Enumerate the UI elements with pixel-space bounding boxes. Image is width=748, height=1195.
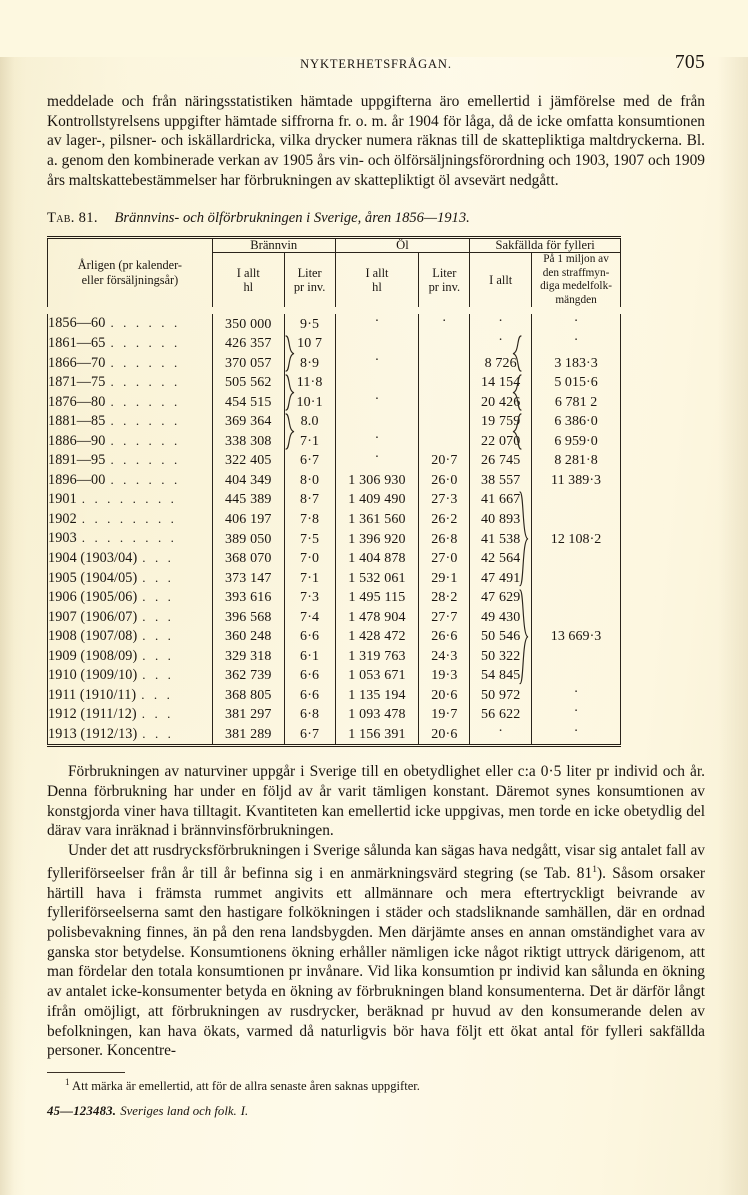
- cell-ol-allt: 1 409 490: [335, 490, 419, 510]
- row-year: 1876—80 . . . . . .: [48, 392, 213, 412]
- cell-ol-liter: [419, 334, 470, 354]
- table-row: [48, 412, 621, 432]
- row-year: 1912 (1911/12) . . .: [48, 705, 213, 725]
- p3-part2: ). Såsom orsaker härtill hava i främsta rummet angivits ett allmännare och mera eftertryckligt beivrande av fylleriförseelserna samt den hastigare folkökningen i städer och stadsliknande samhällen, där en ordnad polisbevakning finnes, än på den rena landsbygden. Men därjämte anses en annan omständighet vara av ganska stor betydelse. Konsumtionens ökning erhåller nämligen icke något riktigt uttryck därigenom, att man fördelar den totala konsumtionen pr invånare. Vid lika konsumtion pr individ kan sålunda en ökning av antalet icke-konsumenter betyda en ökning av förbrukningen bland konsumenterna. Det är därför långt ifrån omöjligt, att förbrukningen av rusdrycker, beräknad pr huvud av den konsumerande delen av befolkningen, kan hava ökats, varmed då naturligvis bör hava följt ett ökat antal för fylleri sakfällda personer. Koncentre-: [47, 864, 705, 1060]
- cell-ol-liter: 26·8: [419, 529, 470, 549]
- cell-ol-liter: 20·6: [419, 725, 470, 745]
- document-page: [0, 52, 748, 1195]
- cell-sakfallda-per-million: 5 015·6: [532, 373, 621, 393]
- cell-brannvin-liter: 7·4: [284, 608, 335, 628]
- cell-sakfallda-per-million: [532, 568, 621, 588]
- cell-brannvin-allt: 426 357: [212, 334, 284, 354]
- subheader-sakfallda-per-million: På 1 miljon av den straffmyn- diga medelfolk- mängden: [532, 253, 621, 308]
- row-year: 1906 (1905/06) . . .: [48, 588, 213, 608]
- cell-brannvin-allt: 445 389: [212, 490, 284, 510]
- cell-sakfallda-per-million: [532, 647, 621, 667]
- table-row: [48, 529, 621, 549]
- table-body: [48, 314, 621, 744]
- row-year: 1896—00 . . . . . .: [48, 471, 213, 491]
- cell-ol-allt: 1 361 560: [335, 510, 419, 530]
- cell-ol-allt: 1 319 763: [335, 647, 419, 667]
- stub-header: [48, 239, 213, 308]
- paragraph-intro: meddelade och från näringsstatistiken hämtade uppgifterna äro emellertid i jämförelse med de från Kontrollstyrelsens uppgifter hämtade siffrorna fr. o. m. år 1904 för låga, då de icke omfatta konsumtionen av lager-, pilsner- och iskällardricka, vilka drycker numera räknas till de skattepliktiga maltdryckerna. Bl. a. genom den kombinerade verkan av 1905 års vin- och ölförsäljningsförordning och 1903, 1907 och 1909 års maltskattebestämmelser har förbrukningen av skattepliktigt öl avsevärt nedgått.: [47, 93, 705, 189]
- cell-brannvin-allt: 350 000: [212, 314, 284, 334]
- running-head-title: NYKTERHETSFRÅGAN.: [300, 57, 452, 71]
- row-year: 1856—60 . . . . . .: [48, 314, 213, 334]
- cell-ol-liter: 26·0: [419, 471, 470, 491]
- table-row: [48, 608, 621, 628]
- cell-ol-liter: 28·2: [419, 588, 470, 608]
- table-row: [48, 490, 621, 510]
- subheader-sakfallda-allt: I allt: [470, 253, 532, 308]
- cell-sakfallda-per-million: 6 959·0: [532, 432, 621, 452]
- cell-brannvin-allt: 404 349: [212, 471, 284, 491]
- table-row: [48, 392, 621, 412]
- cell-sakfallda-per-million: ·: [532, 705, 621, 725]
- row-year: 1911 (1910/11) . . .: [48, 686, 213, 706]
- cell-ol-allt: ·: [335, 432, 419, 452]
- cell-brannvin-allt: 362 739: [212, 666, 284, 686]
- cell-ol-liter: [419, 432, 470, 452]
- table-header-gap: [48, 307, 621, 314]
- group-header-brannvin: Brännvin: [212, 239, 335, 253]
- cell-brannvin-liter: 6·6: [284, 686, 335, 706]
- cell-brannvin-allt: 370 057: [212, 353, 284, 373]
- table-row: [48, 510, 621, 530]
- cell-ol-liter: [419, 353, 470, 373]
- cell-ol-allt: 1 156 391: [335, 725, 419, 745]
- cell-brannvin-allt: 389 050: [212, 529, 284, 549]
- cell-brannvin-allt: 368 805: [212, 686, 284, 706]
- cell-ol-liter: 26·6: [419, 627, 470, 647]
- row-year: 1905 (1904/05) . . .: [48, 568, 213, 588]
- row-year: 1909 (1908/09) . . .: [48, 647, 213, 667]
- cell-brannvin-liter: 6·7: [284, 451, 335, 471]
- cell-sakfallda-per-million: 6 386·0: [532, 412, 621, 432]
- cell-ol-liter: [419, 392, 470, 412]
- cell-sakfallda-allt: 19 759: [470, 412, 532, 432]
- table-row: [48, 549, 621, 569]
- table-header: [48, 239, 621, 315]
- table-row: [48, 588, 621, 608]
- cell-sakfallda-per-million: ·: [532, 334, 621, 354]
- cell-brannvin-liter: 8·0: [284, 471, 335, 491]
- footnote-text: Att märka är emellertid, att för de allra senaste åren saknas uppgifter.: [72, 1079, 420, 1094]
- colophon-volume: I.: [240, 1103, 249, 1118]
- table-row: [48, 451, 621, 471]
- cell-ol-allt: 1 532 061: [335, 568, 419, 588]
- colophon-title: Sveriges land och folk.: [120, 1103, 237, 1118]
- paragraph-naturviner: Förbrukningen av naturviner uppgår i Sverige till en obetydlighet eller c:a 0·5 liter pr individ och år. Denna förbrukning har under en följd av år varit tämligen konstant. Däremot synes konsumtionen av konstgjorda viner hava tilltagit. Kvantiteten kan emellertid icke uppgivas, men torde en icke obetydlig del därav vara inräknad i brännvinsförbrukningen.: [47, 763, 705, 840]
- subheader-ol-liter: Liter pr inv.: [419, 253, 470, 308]
- cell-ol-allt: 1 428 472: [335, 627, 419, 647]
- cell-ol-allt: ·: [335, 353, 419, 373]
- cell-brannvin-liter: 10 7: [284, 334, 335, 354]
- table-row: [48, 725, 621, 745]
- cell-sakfallda-allt: 26 745: [470, 451, 532, 471]
- table-label: Tab. 81.: [47, 209, 98, 226]
- cell-brannvin-liter: 7·1: [284, 568, 335, 588]
- paragraph-rusdrycksforbrukningen: [47, 841, 705, 1061]
- row-year: 1904 (1903/04) . . .: [48, 549, 213, 569]
- row-year: 1866—70 . . . . . .: [48, 353, 213, 373]
- table-row: [48, 471, 621, 491]
- row-year: 1871—75 . . . . . .: [48, 373, 213, 393]
- cell-sakfallda-per-million: 6 781 2: [532, 392, 621, 412]
- cell-sakfallda-allt: 20 426: [470, 392, 532, 412]
- cell-sakfallda-allt: ·: [470, 314, 532, 334]
- cell-ol-allt: [335, 412, 419, 432]
- cell-brannvin-allt: 381 297: [212, 705, 284, 725]
- row-year: 1891—95 . . . . . .: [48, 451, 213, 471]
- cell-sakfallda-per-million: [532, 608, 621, 628]
- table-row: [48, 666, 621, 686]
- cell-ol-allt: 1 093 478: [335, 705, 419, 725]
- row-year: 1881—85 . . . . . .: [48, 412, 213, 432]
- statistics-table-wrapper: [47, 236, 621, 748]
- p3-part1: Under det att rusdrycksförbrukningen i Sverige sålunda kan sägas hava nedgått, visar sig antalet fall av fylleriförseelser från år till år befinna sig i en anmärkningsvärd stegring (se Tab. 81: [47, 842, 705, 882]
- cell-ol-allt: 1 404 878: [335, 549, 419, 569]
- cell-sakfallda-per-million: 8 281·8: [532, 451, 621, 471]
- cell-sakfallda-allt: 50 546: [470, 627, 532, 647]
- cell-sakfallda-allt: 47 491: [470, 568, 532, 588]
- subheader-brannvin-liter: Liter pr inv.: [284, 253, 335, 308]
- cell-sakfallda-allt: 47 629: [470, 588, 532, 608]
- cell-ol-allt: [335, 334, 419, 354]
- cell-brannvin-liter: 6·8: [284, 705, 335, 725]
- cell-brannvin-liter: 7·1: [284, 432, 335, 452]
- cell-ol-liter: 24·3: [419, 647, 470, 667]
- cell-ol-allt: ·: [335, 314, 419, 334]
- cell-sakfallda-per-million: 11 389·3: [532, 471, 621, 491]
- cell-ol-liter: [419, 373, 470, 393]
- cell-brannvin-liter: 8·9: [284, 353, 335, 373]
- cell-brannvin-allt: 406 197: [212, 510, 284, 530]
- stub-header-line2: eller försäljningsår): [81, 272, 179, 287]
- row-year: 1903 . . . . . . . .: [48, 529, 213, 549]
- cell-ol-allt: 1 478 904: [335, 608, 419, 628]
- subheader-ol-allt: I allt hl: [335, 253, 419, 308]
- cell-ol-liter: 27·0: [419, 549, 470, 569]
- cell-sakfallda-allt: 8 726: [470, 353, 532, 373]
- table-row: [48, 432, 621, 452]
- cell-ol-allt: 1 135 194: [335, 686, 419, 706]
- cell-sakfallda-allt: 50 322: [470, 647, 532, 667]
- group-header-ol: Öl: [335, 239, 470, 253]
- cell-brannvin-liter: 10·1: [284, 392, 335, 412]
- colophon: [47, 1104, 705, 1119]
- cell-sakfallda-allt: 41 538: [470, 529, 532, 549]
- table-bottom-rule: [47, 744, 621, 747]
- cell-ol-allt: 1 306 930: [335, 471, 419, 491]
- cell-brannvin-liter: 7·8: [284, 510, 335, 530]
- table-title: Brännvins- och ölförbrukningen i Sverige, åren 1856—1913.: [114, 209, 470, 226]
- cell-sakfallda-allt: 14 154: [470, 373, 532, 393]
- cell-sakfallda-per-million: [532, 666, 621, 686]
- cell-ol-liter: 19·7: [419, 705, 470, 725]
- cell-sakfallda-allt: 42 564: [470, 549, 532, 569]
- cell-brannvin-allt: 322 405: [212, 451, 284, 471]
- cell-ol-liter: 20·6: [419, 686, 470, 706]
- cell-ol-allt: ·: [335, 392, 419, 412]
- cell-brannvin-allt: 329 318: [212, 647, 284, 667]
- cell-brannvin-liter: 9·5: [284, 314, 335, 334]
- table-caption: [47, 210, 705, 227]
- cell-sakfallda-per-million: [532, 588, 621, 608]
- table-row: [48, 627, 621, 647]
- cell-ol-liter: [419, 412, 470, 432]
- cell-brannvin-allt: 505 562: [212, 373, 284, 393]
- cell-ol-liter: 27·3: [419, 490, 470, 510]
- cell-sakfallda-allt: 54 845: [470, 666, 532, 686]
- statistics-table: [47, 239, 621, 745]
- cell-brannvin-allt: 338 308: [212, 432, 284, 452]
- row-year: 1913 (1912/13) . . .: [48, 725, 213, 745]
- cell-sakfallda-allt: 56 622: [470, 705, 532, 725]
- cell-brannvin-liter: 6·6: [284, 627, 335, 647]
- cell-brannvin-allt: 381 289: [212, 725, 284, 745]
- cell-sakfallda-allt: 22 070: [470, 432, 532, 452]
- page-number: 705: [674, 52, 705, 73]
- cell-sakfallda-per-million: [532, 510, 621, 530]
- running-head: [47, 52, 705, 81]
- row-year: 1907 (1906/07) . . .: [48, 608, 213, 628]
- cell-sakfallda-per-million: ·: [532, 686, 621, 706]
- footnote-rule: [47, 1072, 125, 1073]
- cell-brannvin-liter: 8.0: [284, 412, 335, 432]
- cell-sakfallda-allt: 38 557: [470, 471, 532, 491]
- table-row: [48, 353, 621, 373]
- cell-brannvin-liter: 7·3: [284, 588, 335, 608]
- stub-header-line1: Årligen (pr kalender-: [77, 257, 183, 272]
- row-year: 1901 . . . . . . . .: [48, 490, 213, 510]
- table-row: [48, 334, 621, 354]
- row-year: 1910 (1909/10) . . .: [48, 666, 213, 686]
- cell-brannvin-allt: 396 568: [212, 608, 284, 628]
- group-header-sakfallda: Sakfällda för fylleri: [470, 239, 621, 253]
- cell-sakfallda-per-million: ·: [532, 314, 621, 334]
- cell-sakfallda-per-million: [532, 549, 621, 569]
- row-year: 1908 (1907/08) . . .: [48, 627, 213, 647]
- cell-sakfallda-per-million: 13 669·3: [532, 627, 621, 647]
- cell-sakfallda-allt: 40 893: [470, 510, 532, 530]
- cell-brannvin-allt: 454 515: [212, 392, 284, 412]
- cell-sakfallda-allt: 50 972: [470, 686, 532, 706]
- cell-sakfallda-allt: ·: [470, 334, 532, 354]
- table-row: [48, 314, 621, 334]
- cell-ol-liter: 20·7: [419, 451, 470, 471]
- cell-sakfallda-per-million: 12 108·2: [532, 529, 621, 549]
- cell-ol-liter: ·: [419, 314, 470, 334]
- cell-ol-liter: 26·2: [419, 510, 470, 530]
- table-row: [48, 647, 621, 667]
- footnote-marker: 1: [65, 1077, 70, 1087]
- cell-sakfallda-allt: 41 667: [470, 490, 532, 510]
- cell-brannvin-liter: 6·1: [284, 647, 335, 667]
- cell-ol-allt: 1 396 920: [335, 529, 419, 549]
- row-year: 1886—90 . . . . . .: [48, 432, 213, 452]
- cell-brannvin-liter: 11·8: [284, 373, 335, 393]
- table-row: [48, 686, 621, 706]
- cell-ol-allt: 1 053 671: [335, 666, 419, 686]
- row-year: 1902 . . . . . . . .: [48, 510, 213, 530]
- cell-sakfallda-per-million: ·: [532, 725, 621, 745]
- cell-ol-allt: [335, 373, 419, 393]
- cell-ol-liter: 29·1: [419, 568, 470, 588]
- cell-ol-allt: 1 495 115: [335, 588, 419, 608]
- cell-brannvin-liter: 6·7: [284, 725, 335, 745]
- row-year: 1861—65 . . . . . .: [48, 334, 213, 354]
- table-row: [48, 373, 621, 393]
- cell-brannvin-liter: 8·7: [284, 490, 335, 510]
- footnote-reference: 1: [592, 864, 597, 875]
- cell-brannvin-allt: 369 364: [212, 412, 284, 432]
- cell-sakfallda-per-million: 3 183·3: [532, 353, 621, 373]
- footnote: [47, 1077, 705, 1095]
- colophon-signature: 45—123483.: [47, 1103, 117, 1118]
- cell-brannvin-liter: 7·0: [284, 549, 335, 569]
- cell-ol-liter: 27·7: [419, 608, 470, 628]
- cell-brannvin-liter: 7·5: [284, 529, 335, 549]
- cell-ol-liter: 19·3: [419, 666, 470, 686]
- cell-sakfallda-allt: 49 430: [470, 608, 532, 628]
- cell-sakfallda-allt: ·: [470, 725, 532, 745]
- cell-brannvin-allt: 368 070: [212, 549, 284, 569]
- table-row: [48, 705, 621, 725]
- cell-brannvin-allt: 373 147: [212, 568, 284, 588]
- cell-brannvin-allt: 393 616: [212, 588, 284, 608]
- subheader-brannvin-allt: I allt hl: [212, 253, 284, 308]
- cell-brannvin-liter: 6·6: [284, 666, 335, 686]
- table-row: [48, 568, 621, 588]
- cell-ol-allt: ·: [335, 451, 419, 471]
- cell-sakfallda-per-million: [532, 490, 621, 510]
- cell-brannvin-allt: 360 248: [212, 627, 284, 647]
